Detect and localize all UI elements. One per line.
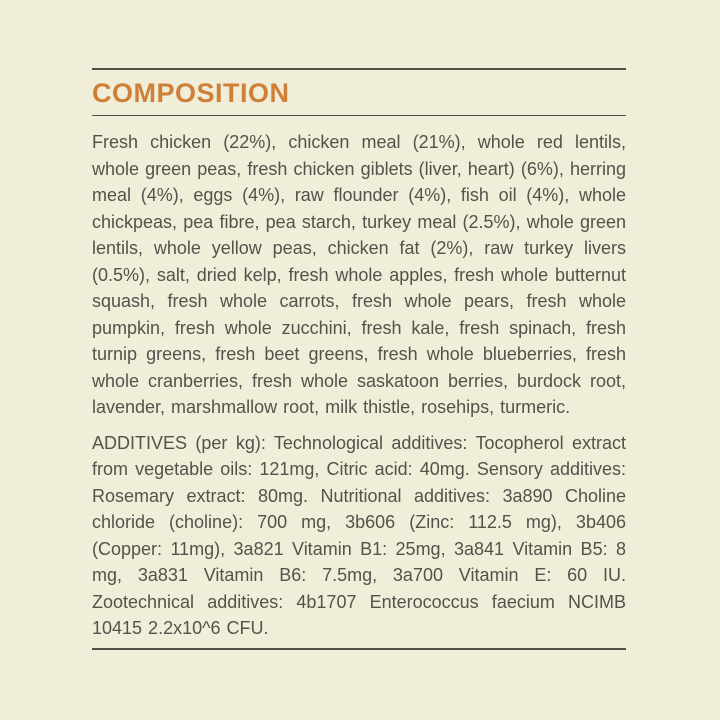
composition-section [92, 0, 626, 642]
top-divider [92, 68, 626, 70]
section-title: COMPOSITION [92, 78, 290, 108]
composition-ingredients-text: Fresh chicken (22%), chicken meal (21%), whole red lentils, whole green peas, fresh chicken giblets (liver, heart) (6%), herring meal (4%), eggs (4%), raw flounder (4%), fish oil (4%), whole chickpeas, pea fibre, pea starch, turkey meal (2.5%), whole green lentils, whole yellow peas, chicken fat (2%), raw turkey livers (0.5%), salt, dried kelp, fresh whole apples, fresh whole butternut squash, fresh whole carrots, fresh whole pears, fresh whole pumpkin, fresh whole zucchini, fresh kale, fresh spinach, fresh turnip greens, fresh beet greens, fresh whole blueberries, fresh whole cranberries, fresh whole saskatoon berries, burdock root, lavender, marshmallow root, milk thistle, rosehips, turmeric. [92, 132, 626, 417]
additives-text: ADDITIVES (per kg): Technological additives: Tocopherol extract from vegetable oils: 121mg, Citric acid: 40mg. Sensory additives: Rosemary extract: 80mg. Nutritional additives: 3a890 Choline chloride (choline): 700 mg, 3b606 (Zinc: 112.5 mg), 3b406 (Copper: 11mg), 3a821 Vitamin B1: 25mg, 3a841 Vitamin B5: 8 mg, 3a831 Vitamin B6: 7.5mg, 3a700 Vitamin E: 60 IU. Zootechnical additives: 4b1707 Enterococcus faecium NCIMB 10415 2.2x10^6 CFU. [92, 432, 626, 638]
title-underline-divider [92, 115, 626, 116]
bottom-divider [92, 648, 626, 650]
